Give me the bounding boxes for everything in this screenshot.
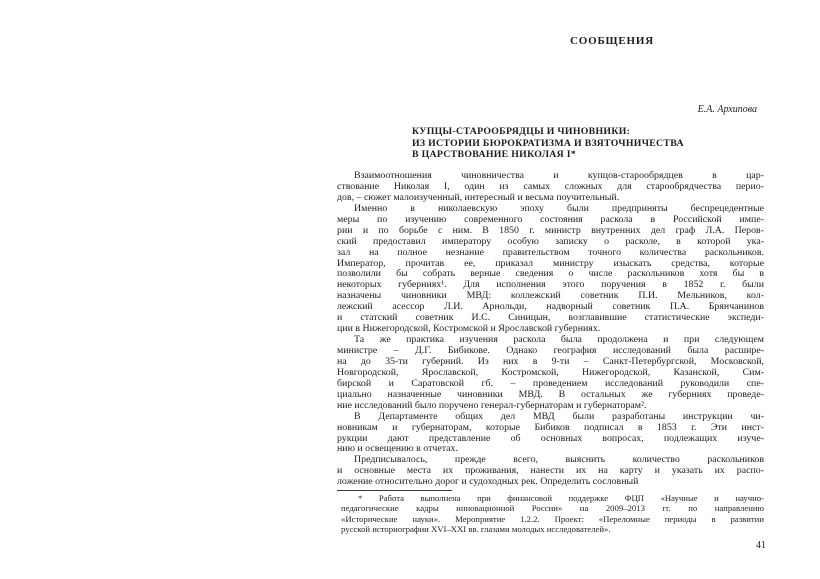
page-number: 41 [756,540,766,551]
body-line: рии и по борьбе с ним. В 1850 г. министр внутренних дел граф Л.А. Перов- [337,224,764,236]
body-line: зал на полное незнание правительством точного количества раскольников. [337,246,764,258]
body-line: дов, – сюжет малоизученный, интересный и весьма поучительный. [337,191,620,203]
body-line: новникам и губернаторам, которые Бибиков подписал в 1853 г. Эти инст- [337,421,764,433]
body-line: рукции дают представление об основных вопросах, подлежащих изуче- [337,432,764,444]
footnote-line: педагогические кадры инновационной России» на 2009–2013 гг. по направлению [341,503,764,514]
article-body [337,171,764,488]
body-line: некоторых губерниях¹. Для исполнения этого поручения в 1852 г. были [337,279,764,291]
body-line: и статский советник И.С. Синицын, возглавившие статистические экспеди- [337,312,764,324]
title-line: В ЦАРСТВОВАНИЕ НИКОЛАЯ I* [412,149,577,161]
footnote-line: русской историографии XVI–XXI вв. глазами молодых исследователей». [341,524,611,535]
author-name: Е.А. Архипова [697,104,757,115]
body-line: Новгородской, Ярославской, Костромской, Нижегородской, Казанской, Сим- [337,366,764,378]
body-line: Император, прочитав ее, приказал министру изыскать средства, которые [337,257,764,269]
body-line: на до 35-ти губерний. Из них в 9-ти – Санкт-Петербургской, Московской, [337,355,764,367]
section-header: СООБЩЕНИЯ [569,35,654,47]
footnote-line: «Исторические науки». Мероприятие 1.2.2. Проект: «Переломные периоды в развитии [341,513,764,524]
footnote-line: * Работа выполнена при финансовой поддержке ФЦП «Научные и научно- [358,493,764,503]
title-line: ИЗ ИСТОРИИ БЮРОКРАТИЗМА И ВЗЯТОЧНИЧЕСТВА [412,137,684,149]
body-line: и основные места их проживания, нанести их на карту и указать их распо- [337,465,764,477]
body-line: меры по изучению современного состояния раскола в Российской импе- [337,213,764,225]
footnote [341,493,764,535]
body-line: В Департаменте общих дел МВД были разработаны инструкции чи- [354,410,764,422]
body-line: Предписывалось, прежде всего, выяснить количество раскольников [354,454,764,466]
body-line: ский предоставил императору особую записку о расколе, в которой ука- [337,235,764,247]
body-line: циально назначенные чиновники МВД. В остальных же губерниях проведе- [337,388,764,400]
body-line: лежский асессор Л.И. Арнольди, надворный советник П.А. Брянчанинов [337,301,764,313]
body-line: ствование Николая I, один из самых сложных для старообрядчества перио- [337,180,764,192]
body-line: Взаимоотношения чиновничества и купцов-старообрядцев в цар- [354,170,764,181]
body-line: Та же практика изучения раскола была продолжена и при следующем [354,334,764,346]
article-title [412,126,812,161]
title-line: КУПЦЫ-СТАРООБРЯДЦЫ И ЧИНОВНИКИ: [412,126,631,137]
body-line: министре – Д.Г. Бибикове. Однако география исследований была расшире- [337,345,764,356]
body-line: бирской и Саратовской гб. – проведением исследований руководили спе- [337,377,764,389]
body-line: нию и освещению в отчетах. [337,443,458,455]
body-line: ложение относительно дорог и судоходных рек. Определить сословный [337,476,639,488]
body-line: назначены чиновники МВД: коллежский советник П.И. Мельников, кол- [337,290,764,302]
body-line: ние исследований было поручено генерал-губернаторам и губернаторам². [337,399,647,411]
body-line: ции в Нижегородской, Костромской и Ярославской губерниях. [337,323,601,335]
body-line: позволили бы собрать верные сведения о числе раскольников хотя бы в [337,268,764,280]
footnote-separator [337,490,452,491]
body-line: Именно в николаевскую эпоху были предприняты беспрецедентные [354,202,764,214]
